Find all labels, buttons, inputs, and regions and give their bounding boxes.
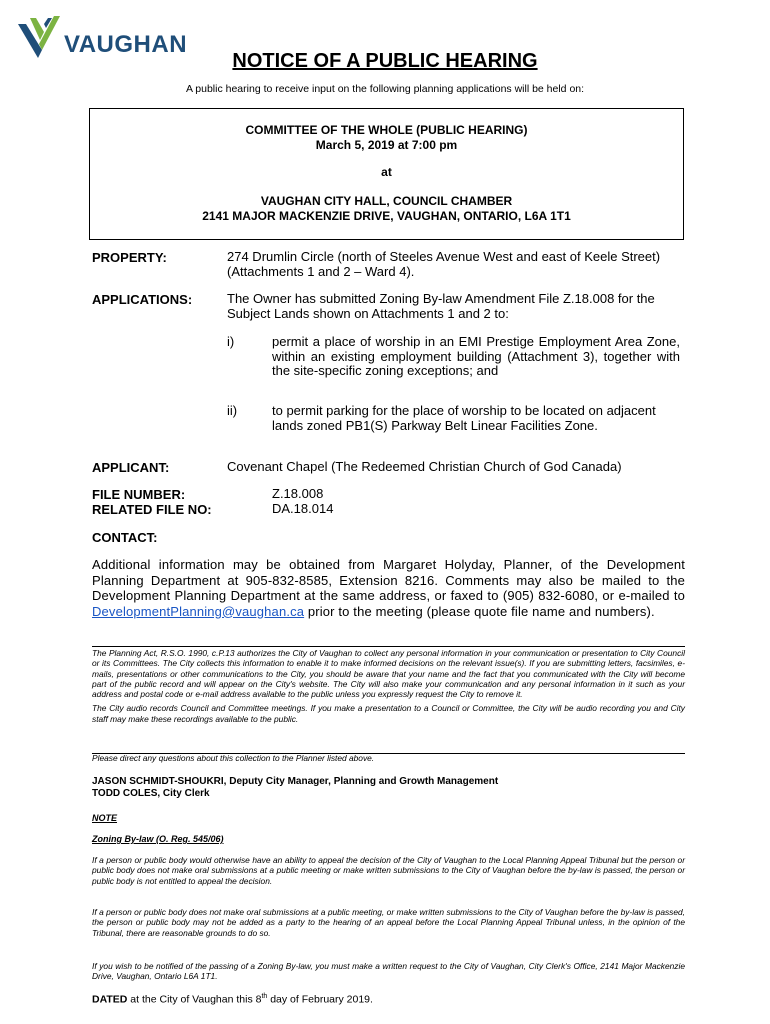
meeting-venue: VAUGHAN CITY HALL, COUNCIL CHAMBER [260,194,513,208]
privacy-notice [92,646,685,754]
meeting-at: at [381,165,392,179]
file-number-label: FILE NUMBER: [92,487,186,502]
dated-label: DATED [92,993,128,1006]
note-heading: NOTE [92,813,118,823]
property-value: 274 Drumlin Circle (north of Steeles Avenue West and east of Keele Street) (Attachments 1 and 2 – Ward 4). [227,249,661,279]
meeting-details-box [89,108,684,240]
file-number-value: Z.18.008 [272,486,324,501]
contact-label: CONTACT: [92,530,158,545]
contact-email-link[interactable]: DevelopmentPlanning@vaughan.ca [92,603,305,619]
application-item-text: to permit parking for the place of worship to be located on adjacent lands zoned PB1(S) Parkway Belt Linear Facilities Zone. [272,403,656,433]
dated-suffix: th [261,993,268,1000]
dated-line [92,993,373,1006]
applicant-value: Covenant Chapel (The Redeemed Christian Church of God Canada) [227,459,622,474]
privacy-paragraph-2: The City audio records Council and Committee meetings. If you make a presentation to a Council or Committee, the City will be audio recording you and City staff may make these recordings available to the public. [92,703,685,724]
signatory-city-clerk: TODD COLES, City Clerk [92,788,210,799]
contact-paragraph [92,557,685,619]
meeting-datetime: March 5, 2019 at 7:00 pm [315,138,458,152]
property-label: PROPERTY: [92,250,167,265]
privacy-paragraph-1: The Planning Act, R.S.O. 1990, c.P.13 authorizes the City of Vaughan to collect any personal information in your communication or presentation to City Council or its Committees. The City collects this information to enable it to make informed decisions on the relevant issue(s). If you are submitting letters, facsimiles, e-mails, presentations or other communications to the City, you should be aware that your name and the fact that you communicated with the City will become part of the public record and will appear on the City's website. The City will also make your communication and any personal information in it such as your address and postal code or e-mail address available to the public unless you expressly request the City to remove it. [92,648,685,700]
applicant-label: APPLICANT: [92,460,170,475]
meeting-address: 2141 MAJOR MACKENZIE DRIVE, VAUGHAN, ONTARIO, L6A 1T1 [202,209,571,223]
page-title: NOTICE OF A PUBLIC HEARING [232,50,538,72]
page-subtitle: A public hearing to receive input on the following planning applications will be held on: [185,83,585,95]
application-item-number: i) [227,334,235,349]
note-paragraph-3: If you wish to be notified of the passing of a Zoning By-law, you must make a written request to the City of Vaughan, City Clerk's Office, 2141 Major Mackenzie Drive, Vaughan, Ontario L6A 1T1. [92,961,685,982]
applications-label: APPLICATIONS: [92,292,193,307]
contact-text-after: prior to the meeting (please quote file name and numbers). [304,603,655,619]
application-item-number: ii) [227,403,238,418]
signatory-deputy-manager: JASON SCHMIDT-SHOUKRI, Deputy City Manager, Planning and Growth Management [92,776,499,787]
dated-text-1: at the City of Vaughan this 8 [127,993,262,1006]
note-paragraph-2: If a person or public body does not make oral submissions at a public meeting, or make written submissions to the City of Vaughan before the by-law is passed, the person or public body may not be added as a party to the hearing of an appeal before the Local Planning Appeal Tribunal unless, in the opinion of the Tribunal, there are reasonable grounds to do so. [92,907,685,938]
related-file-label: RELATED FILE NO: [92,502,212,517]
contact-text-before: Additional information may be obtained from Margaret Holyday, Planner, of the Development Planning Department at 905-832-8585, Extension 8216. Comments may also be mailed to the Development Planning Department at the same address, or faxed to (905) 832-6080, or e-mailed to [92,557,685,603]
logo-wordmark: VAUGHAN [64,31,188,58]
note-subheading: Zoning By-law (O. Reg. 545/06) [92,834,224,844]
privacy-questions: Please direct any questions about this collection to the Planner listed above. [92,753,375,763]
note-paragraph-1: If a person or public body would otherwise have an ability to appeal the decision of the City of Vaughan to the Local Planning Appeal Tribunal but the person or public body does not make oral submissions at a public meeting or make written submissions to the City of Vaughan before the by-law is passed, the person or public body is not entitled to appeal the decision. [92,855,685,886]
dated-text-2: day of February 2019. [267,993,373,1006]
meeting-committee: COMMITTEE OF THE WHOLE (PUBLIC HEARING) [245,123,528,137]
application-item-text: permit a place of worship in an EMI Prestige Employment Area Zone, within an existing employment building (Attachment 3), together with the site-specific zoning exceptions; and [272,334,680,378]
applications-intro: The Owner has submitted Zoning By-law Amendment File Z.18.008 for the Subject Lands shown on Attachments 1 and 2 to: [227,291,655,321]
related-file-value: DA.18.014 [272,501,334,516]
